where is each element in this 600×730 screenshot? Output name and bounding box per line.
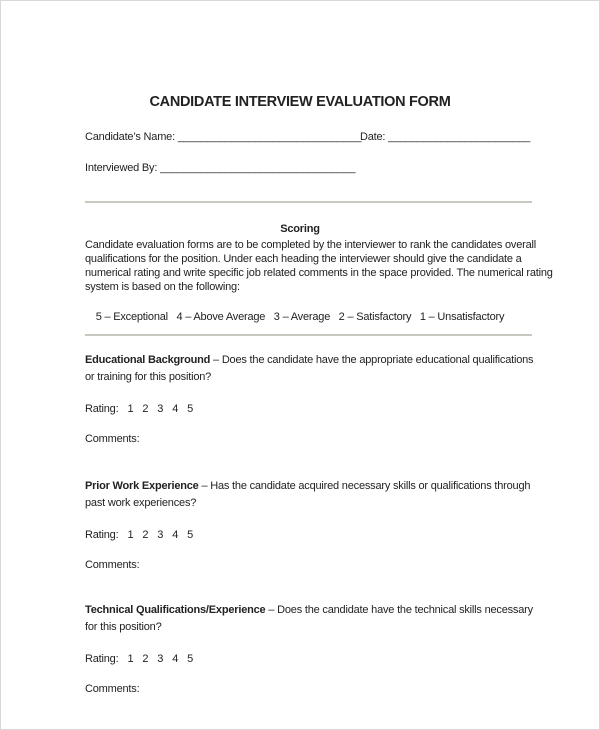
rating-row [85,403,193,415]
comments-label: Comments: [85,433,140,445]
rating-option[interactable]: 2 [142,653,149,665]
scoring-heading: Scoring [280,223,320,235]
comments-label: Comments: [85,559,140,571]
rating-option[interactable]: 5 [187,403,194,415]
rating-label: Rating: [85,403,119,415]
rating-option[interactable]: 5 [187,529,194,541]
rating-option[interactable]: 1 [127,653,134,665]
candidate-name-label: Candidate’s Name: [85,131,175,143]
scoring-text-line: Candidate evaluation forms are to be completed by the interviewer to rank the candidates overall [85,239,537,251]
rating-option[interactable]: 1 [127,403,134,415]
interviewed-by-label: Interviewed By: [85,162,158,174]
divider [85,201,532,203]
interviewed-by-blank[interactable]: _________________________________ [160,162,356,174]
candidate-name-blank[interactable]: _______________________________ [177,131,362,143]
question-line [85,604,533,616]
rating-option[interactable]: 5 [187,653,194,665]
rating-option[interactable]: 4 [172,653,179,665]
form-title: CANDIDATE INTERVIEW EVALUATION FORM [149,94,451,110]
question-text: past work experiences? [85,497,197,509]
rating-row [85,653,193,665]
interviewed-by-field[interactable] [85,162,355,174]
scoring-text-line: qualifications for the position. Under each heading the interviewer should give the candidate a [85,253,522,265]
scoring-text-line: system is based on the following: [85,281,240,293]
rating-option[interactable]: 1 [127,529,134,541]
question-heading: Educational Background [85,354,211,366]
question-text: – Does the candidate have the technical skills necessary [265,604,533,616]
scoring-text-line: numerical rating and write specific job related comments in the space provided. The numerical rating [85,267,553,279]
question-text: or training for this position? [85,371,212,383]
comments-label: Comments: [85,683,140,695]
question-text: for this position? [85,621,162,633]
rating-scale: 5 – Exceptional 4 – Above Average 3 – Average 2 – Satisfactory 1 – Unsatisfactory [95,311,505,323]
rating-row [85,529,193,541]
rating-option[interactable]: 3 [157,403,164,415]
candidate-name-field[interactable] [85,131,361,143]
question-text: – Has the candidate acquired necessary skills or qualifications through [198,480,531,492]
rating-option[interactable]: 3 [157,653,164,665]
rating-option[interactable]: 4 [172,529,179,541]
rating-label: Rating: [85,653,119,665]
question-line [85,480,530,492]
rating-option[interactable]: 2 [142,403,149,415]
date-label: Date: [360,131,386,143]
question-heading: Technical Qualifications/Experience [85,604,266,616]
question-line [85,354,533,366]
rating-option[interactable]: 3 [157,529,164,541]
rating-option[interactable]: 2 [142,529,149,541]
question-heading: Prior Work Experience [85,480,199,492]
question-text: – Does the candidate have the appropriate educational qualifications [210,354,534,366]
date-blank[interactable]: ________________________ [388,131,531,143]
rating-option[interactable]: 4 [172,403,179,415]
rating-label: Rating: [85,529,119,541]
divider [85,334,532,336]
date-field[interactable] [360,131,530,143]
